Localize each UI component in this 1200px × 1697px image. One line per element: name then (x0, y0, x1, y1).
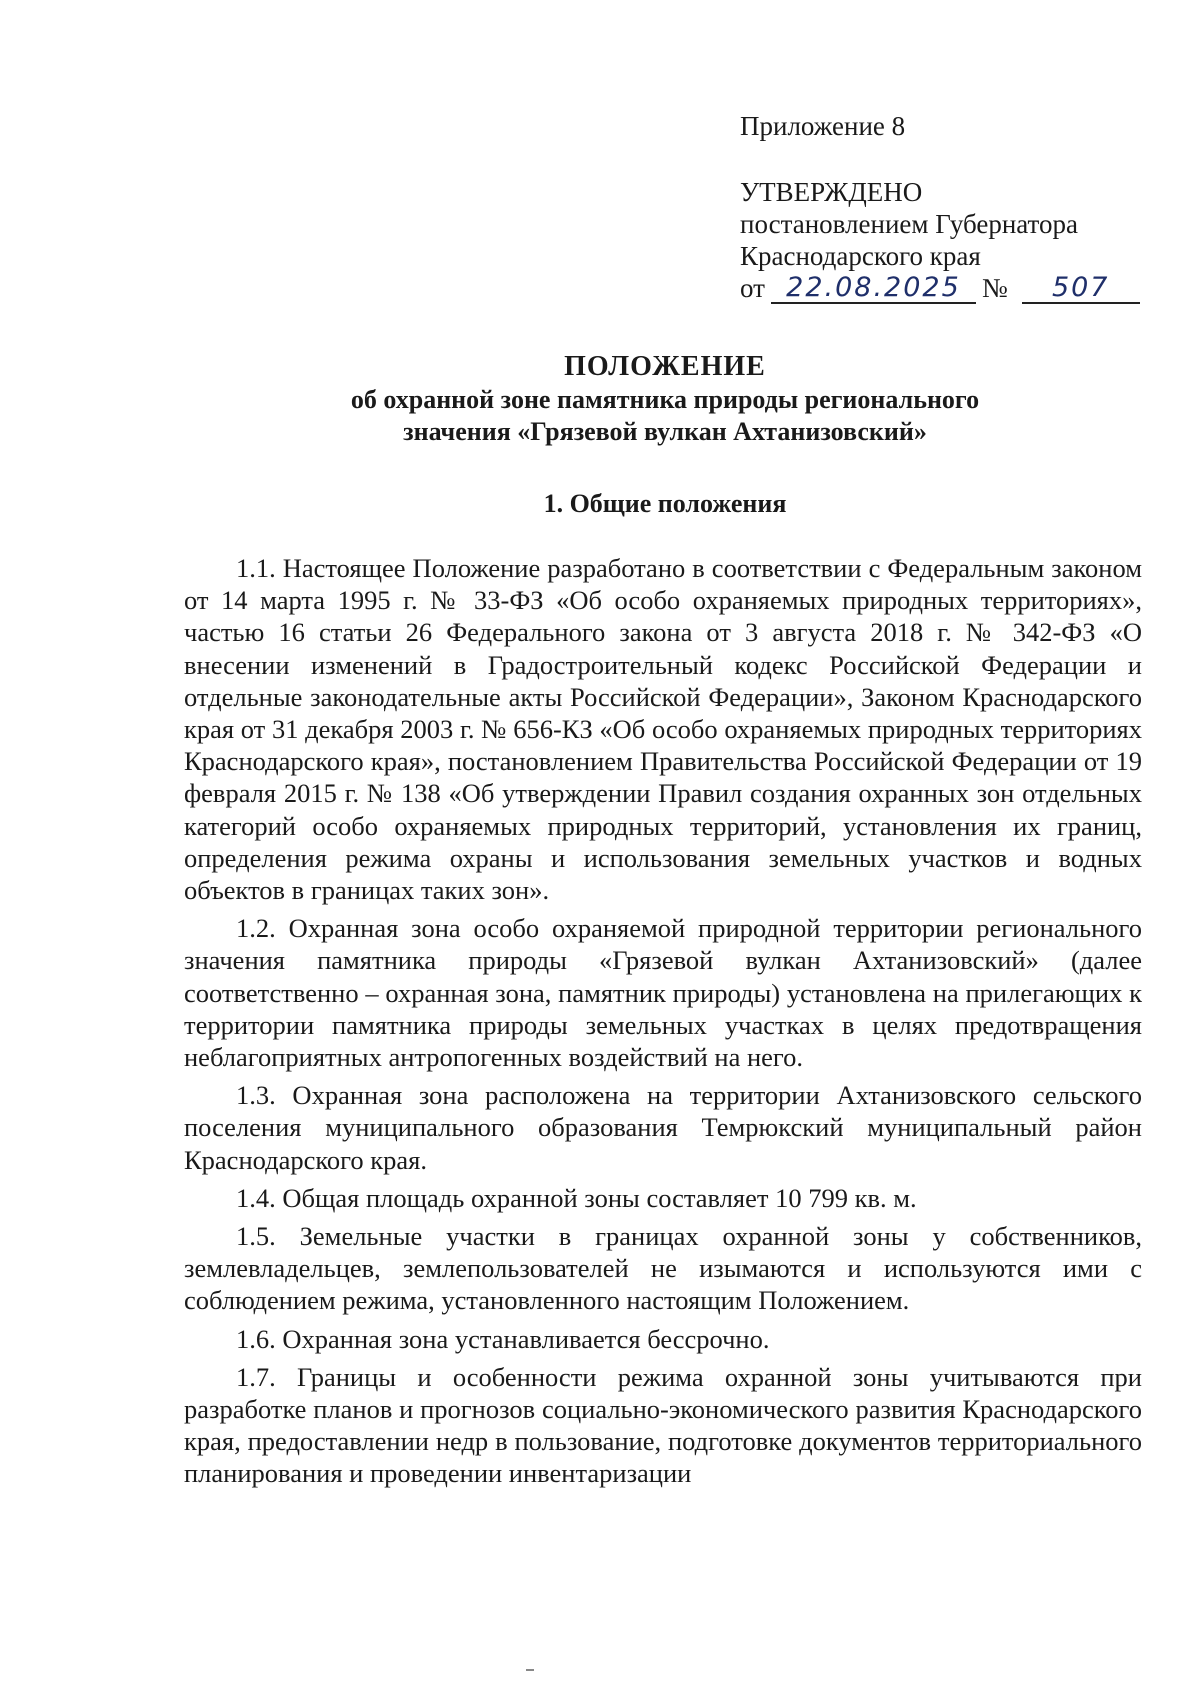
paragraph-1-6: 1.6. Охранная зона устанавливается бессрочно. (236, 1323, 770, 1354)
paragraph-1-3: 1.3. Охранная зона расположена на территории Ахтанизовского сельского поселения муниципального образования Темрюкский муниципальный район Краснодарского края. (184, 1080, 1142, 1175)
paragraph-1-4: 1.4. Общая площадь охранной зоны составляет 10 799 кв. м. (236, 1182, 917, 1213)
appendix-label: Приложение 8 (740, 111, 906, 141)
handwritten-date: 22.08.2025 (771, 274, 976, 304)
title-line-1: об охранной зоне памятника природы регионального (350, 385, 980, 414)
title-main: ПОЛОЖЕНИЕ (564, 351, 766, 382)
paragraph-1-2: 1.2. Охранная зона особо охраняемой природной территории регионального значения памятника природы «Грязевой вулкан Ахтанизовский» (далее соответственно – охранная зона, памятник природы) установлена на прилегающих к территории памятника природы земельных участках в целях предотвращения неблагоприятных антропогенных воздействий на него. (184, 913, 1142, 1073)
title-line-2: значения «Грязевой вулкан Ахтанизовский» (403, 417, 927, 446)
approval-block (740, 110, 1140, 304)
date-prefix: от (740, 273, 765, 303)
number-sign: № (981, 273, 1008, 303)
document-title (190, 350, 1140, 448)
paragraph-1-5: 1.5. Земельные участки в границах охранной зоны у собственников, землевладельцев, землепользователей не изымаются и используются ими с соблюдением режима, установленного настоящим Положением. (184, 1221, 1142, 1316)
approved-label: УТВЕРЖДЕНО (740, 177, 923, 207)
decree-line-2: Краснодарского края (740, 241, 981, 271)
decree-line-1: постановлением Губернатора (740, 209, 1078, 239)
document-body (184, 552, 1142, 1491)
paragraph-1-7: 1.7. Границы и особенности режима охранной зоны учитываются при разработке планов и прогнозов социально-экономического развития Краснодарского края, предоставлении недр в пользование, подготовке документов территориального планирования и проведении инвентаризации (184, 1361, 1142, 1489)
handwritten-number: 507 (1022, 274, 1140, 304)
date-number-line (740, 272, 1140, 304)
scan-mark (526, 1669, 534, 1671)
section-heading: 1. Общие положения (543, 489, 787, 518)
paragraph-1-1: 1.1. Настоящее Положение разработано в соответствии с Федеральным законом от 14 марта 1995 г. № 33-ФЗ «Об особо охраняемых природных территориях», частью 16 статьи 26 Федерального закона от 3 августа 2018 г. № 342-ФЗ «О внесении изменений в Градостроительный кодекс Российской Федерации и отдельные законодательные акты Российской Федерации», Законом Краснодарского края от 31 декабря 2003 г. № 656-КЗ «Об особо охраняемых природных территориях Краснодарского края», постановлением Правительства Российской Федерации от 19 февраля 2015 г. № 138 «Об утверждении Правил создания охранных зон отдельных категорий особо охраняемых природных территорий, установления их границ, определения режима охраны и использования земельных участков и водных объектов в границах таких зон». (184, 553, 1142, 906)
